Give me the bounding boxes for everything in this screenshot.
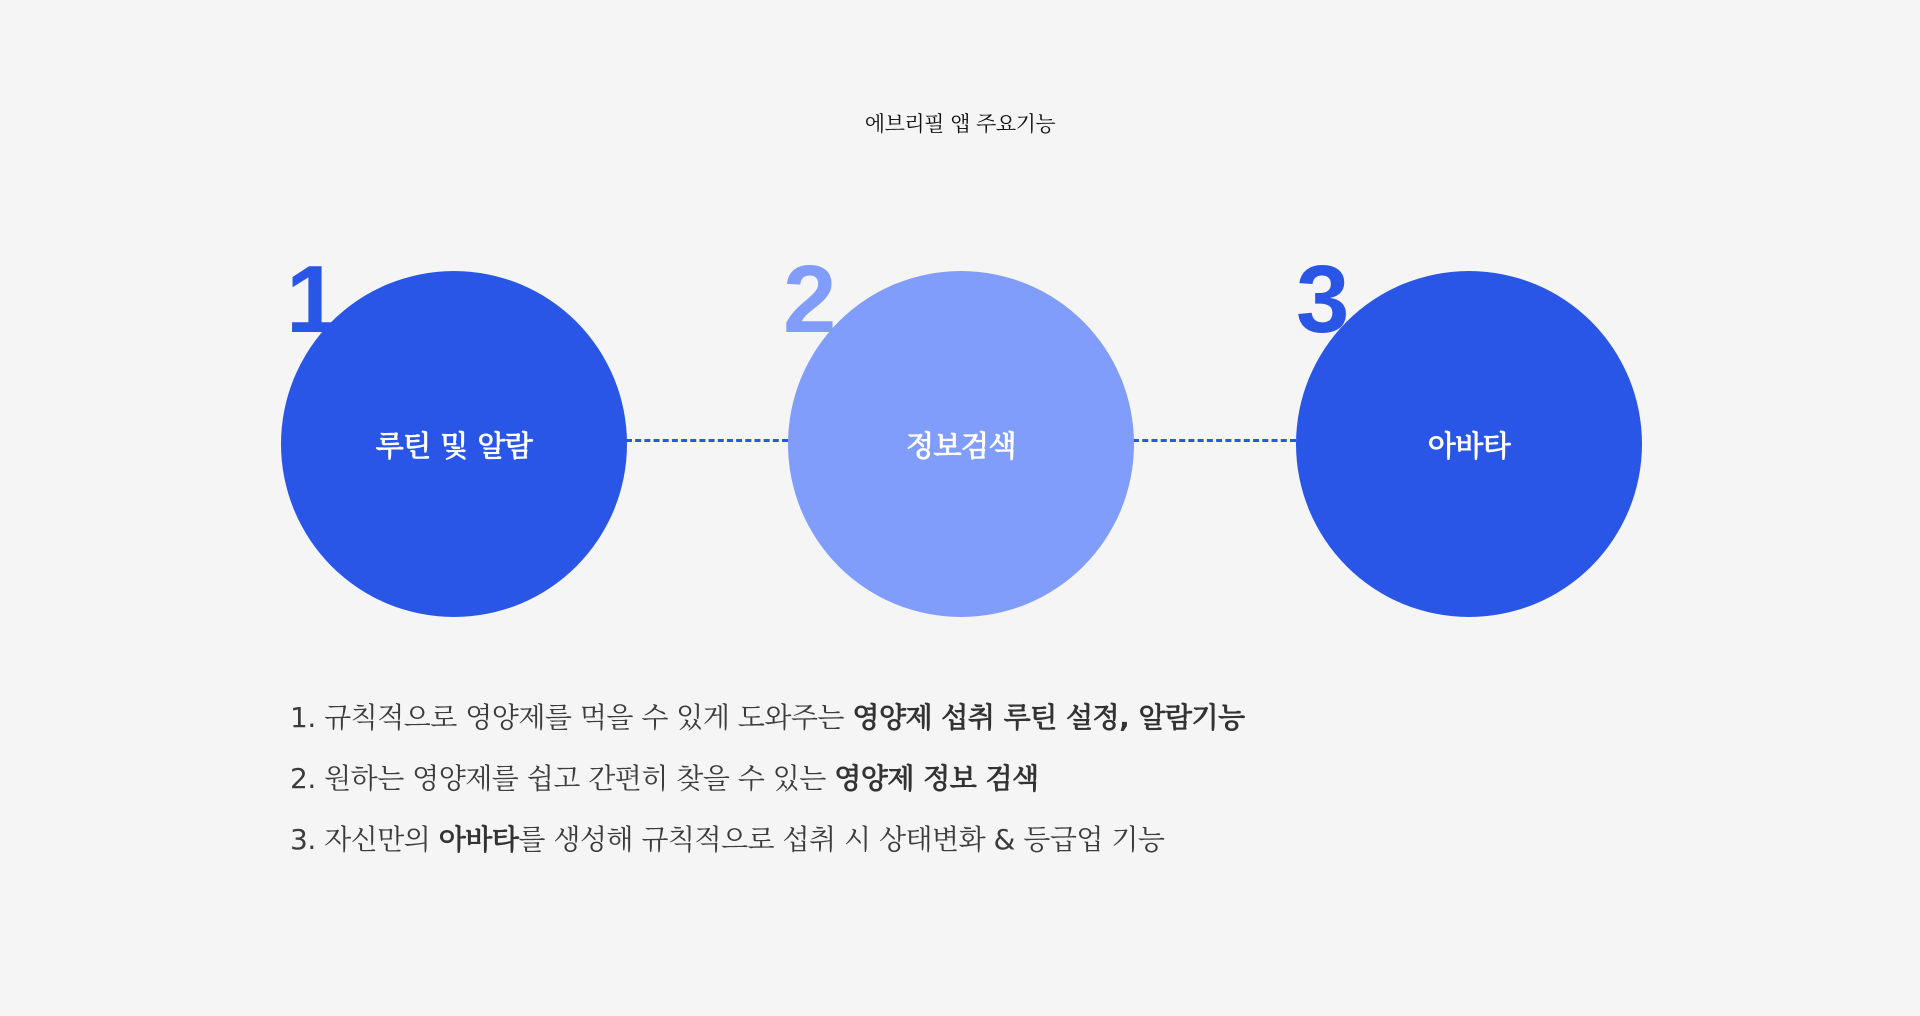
step-label: 루틴 및 알람 bbox=[375, 428, 533, 463]
page-title: 에브리필 앱 주요기능 bbox=[864, 112, 1056, 136]
feature-highlight: 아바타 bbox=[438, 823, 519, 856]
feature-highlight: 영양제 정보 검색 bbox=[834, 762, 1039, 795]
feature-item-routine bbox=[290, 696, 1245, 757]
step-number-2: 2 bbox=[783, 246, 837, 353]
dashed-connector-2-3 bbox=[1133, 439, 1296, 442]
dashed-connector-1-2 bbox=[626, 439, 788, 442]
step-number-3: 3 bbox=[1296, 246, 1350, 353]
feature-text: 2. 원하는 영양제를 쉽고 간편히 찾을 수 있는 bbox=[290, 762, 835, 795]
feature-text: 1. 규칙적으로 영양제를 먹을 수 있게 도와주는 bbox=[290, 701, 853, 734]
feature-list bbox=[290, 696, 1245, 879]
step-label: 정보검색 bbox=[905, 428, 1017, 463]
step-label: 아바타 bbox=[1427, 428, 1511, 463]
feature-item-avatar bbox=[290, 818, 1245, 879]
feature-item-search bbox=[290, 757, 1245, 818]
step-number-1: 1 bbox=[286, 246, 340, 353]
feature-highlight: 영양제 섭취 루틴 설정, 알람기능 bbox=[852, 701, 1245, 734]
step-circle-info-search bbox=[788, 271, 1134, 617]
feature-text-suffix: 를 생성해 규칙적으로 섭취 시 상태변화 & 등급업 기능 bbox=[518, 823, 1165, 856]
feature-text: 3. 자신만의 bbox=[290, 823, 439, 856]
